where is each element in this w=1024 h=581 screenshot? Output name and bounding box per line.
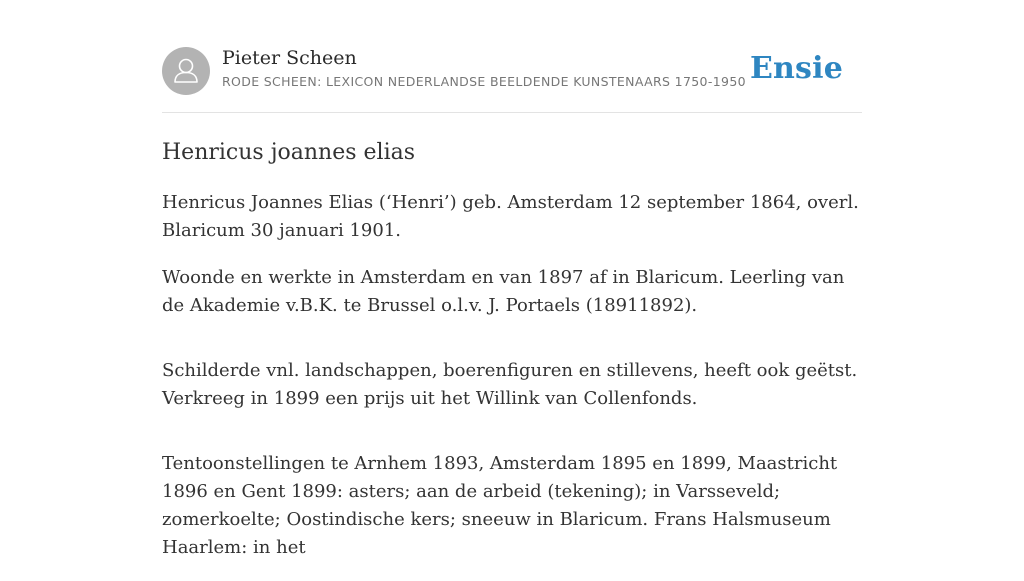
ensie-logo[interactable]: Ensie: [749, 51, 843, 86]
article-paragraph: Tentoonstellingen te Arnhem 1893, Amsterdam 1895 en 1899, Maastricht 1896 en Gent 1899: asters; aan de arbeid (tekening); in Varsseveld; zomerkoelte; Oostindische kers; sneeuw in Blaricum. Frans Halsmuseum Haarlem: in het: [162, 453, 838, 558]
article-body: [162, 189, 862, 562]
author-name[interactable]: Pieter Scheen: [222, 47, 357, 69]
content-column: [162, 0, 862, 581]
article-header: [162, 0, 862, 113]
article-title: Henricus joannes elias: [162, 140, 416, 165]
user-avatar-icon[interactable]: [162, 47, 210, 95]
source-title[interactable]: RODE SCHEEN: LEXICON NEDERLANDSE BEELDENDE KUNSTENAARS 1750-1950: [222, 74, 746, 89]
article-paragraph: Henricus Joannes Elias (‘Henri’) geb. Amsterdam 12 september 1864, overl. Blaricum 30 januari 1901.: [162, 192, 859, 241]
user-silhouette-icon: [162, 47, 210, 95]
article-paragraph: Woonde en werkte in Amsterdam en van 1897 af in Blaricum. Leerling van de Akademie v.B.K. te Brussel o.l.v. J. Portaels (18911892).: [162, 267, 845, 316]
article-paragraph: Schilderde vnl. landschappen, boerenfiguren en stillevens, heeft ook geëtst. Verkreeg in 1899 een prijs uit het Willink van Collenfonds.: [162, 360, 858, 409]
